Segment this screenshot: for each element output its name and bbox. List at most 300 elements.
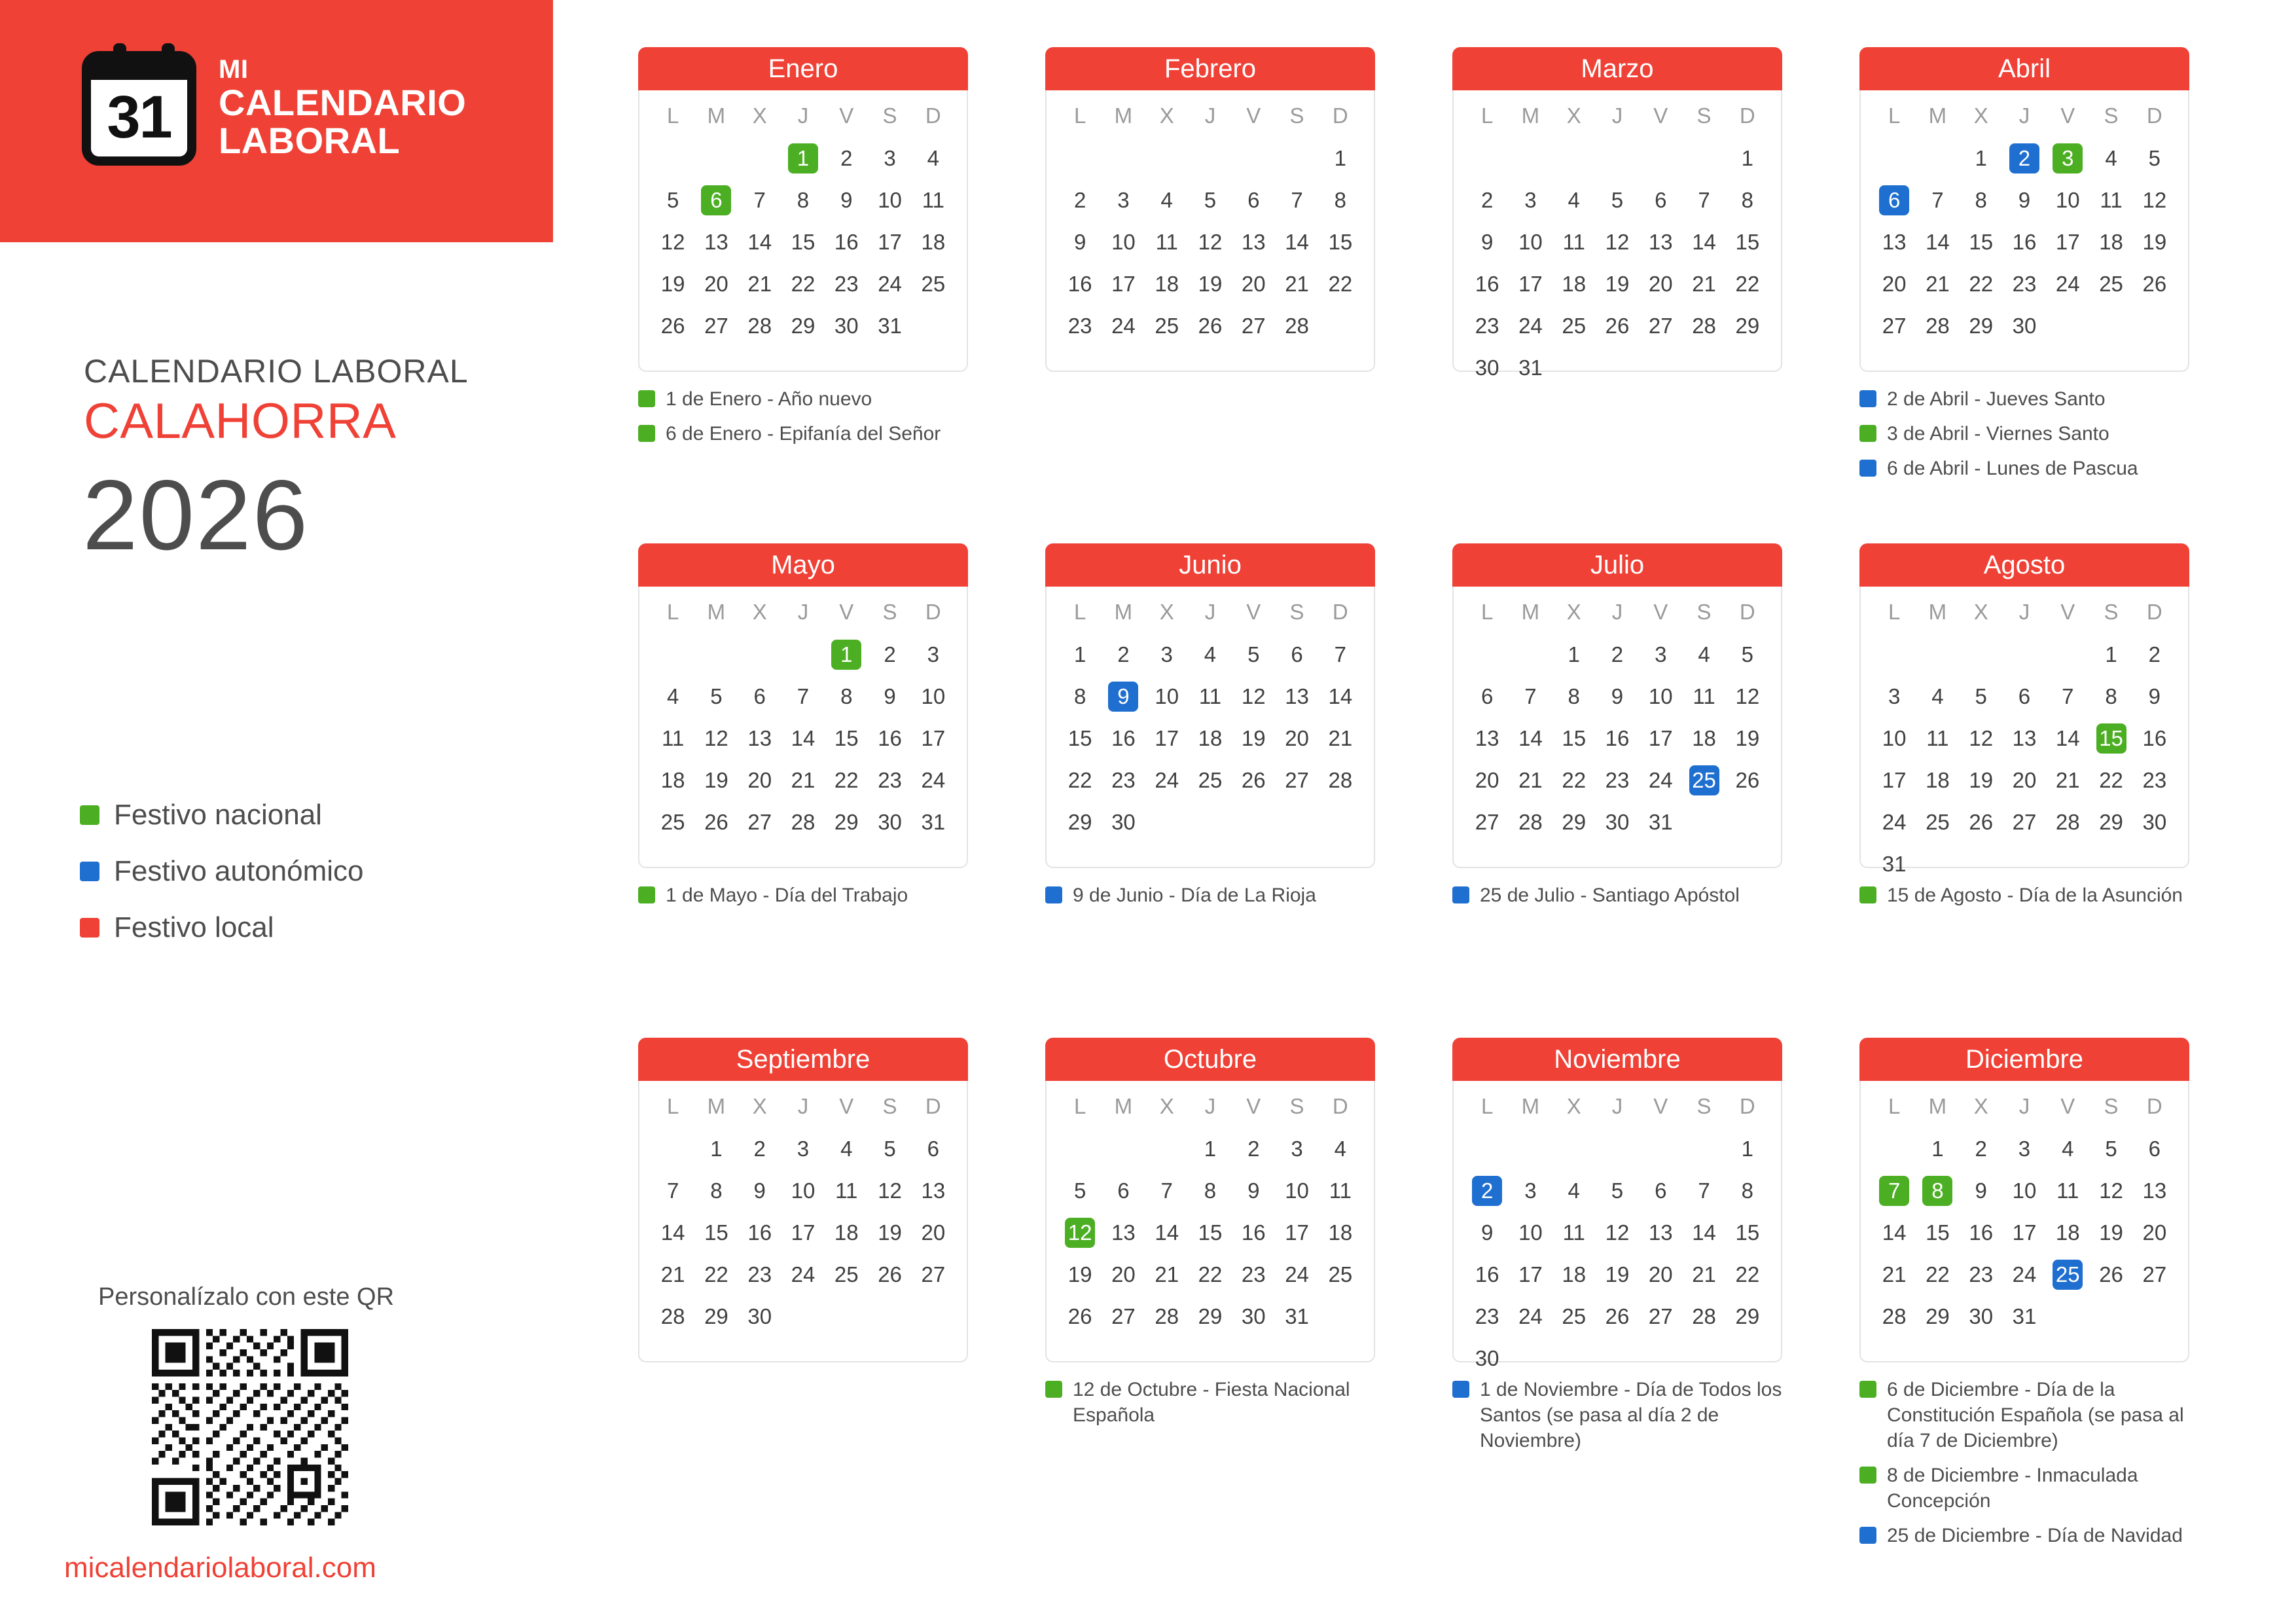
day-cell[interactable] xyxy=(1275,634,1318,676)
day-cell[interactable] xyxy=(1058,676,1102,718)
day-cell[interactable] xyxy=(1916,1296,1959,1338)
day-cell[interactable] xyxy=(1319,263,1362,305)
day-cell[interactable] xyxy=(1552,718,1596,759)
day-cell[interactable] xyxy=(1275,221,1318,263)
day-cell-holiday[interactable] xyxy=(1916,1170,1959,1212)
day-cell[interactable] xyxy=(1145,718,1189,759)
day-cell[interactable] xyxy=(2089,1170,2132,1212)
day-cell[interactable] xyxy=(651,1296,694,1338)
day-cell[interactable] xyxy=(1058,1170,1102,1212)
day-cell[interactable] xyxy=(2046,1128,2089,1170)
day-cell[interactable] xyxy=(1102,801,1145,843)
day-cell-holiday[interactable] xyxy=(2003,137,2046,179)
day-cell[interactable] xyxy=(825,179,868,221)
day-cell[interactable] xyxy=(1960,801,2003,843)
day-cell[interactable] xyxy=(1873,305,1916,347)
day-cell[interactable] xyxy=(1596,179,1639,221)
day-cell[interactable] xyxy=(1102,1170,1145,1212)
day-cell[interactable] xyxy=(1596,1212,1639,1254)
day-cell[interactable] xyxy=(1509,221,1552,263)
day-cell[interactable] xyxy=(1058,1296,1102,1338)
day-cell[interactable] xyxy=(825,1212,868,1254)
day-cell[interactable] xyxy=(1319,676,1362,718)
day-cell[interactable] xyxy=(1465,347,1509,389)
day-cell[interactable] xyxy=(2003,179,2046,221)
day-cell[interactable] xyxy=(1465,221,1509,263)
day-cell[interactable] xyxy=(825,1254,868,1296)
day-cell[interactable] xyxy=(1726,1296,1769,1338)
day-cell[interactable] xyxy=(1102,759,1145,801)
day-cell[interactable] xyxy=(651,1212,694,1254)
day-cell[interactable] xyxy=(1509,305,1552,347)
day-cell[interactable] xyxy=(2089,137,2132,179)
day-cell[interactable] xyxy=(1319,221,1362,263)
day-cell[interactable] xyxy=(1319,179,1362,221)
day-cell[interactable] xyxy=(1465,1296,1509,1338)
day-cell[interactable] xyxy=(1058,179,1102,221)
day-cell[interactable] xyxy=(2133,263,2176,305)
day-cell[interactable] xyxy=(2133,718,2176,759)
day-cell-holiday[interactable] xyxy=(1873,1170,1916,1212)
day-cell[interactable] xyxy=(1960,676,2003,718)
day-cell[interactable] xyxy=(825,759,868,801)
day-cell[interactable] xyxy=(1232,676,1275,718)
day-cell[interactable] xyxy=(1102,263,1145,305)
day-cell[interactable] xyxy=(912,759,955,801)
day-cell[interactable] xyxy=(2046,759,2089,801)
day-cell[interactable] xyxy=(1509,1212,1552,1254)
day-cell[interactable] xyxy=(1465,1254,1509,1296)
day-cell[interactable] xyxy=(1102,305,1145,347)
day-cell[interactable] xyxy=(1596,305,1639,347)
day-cell[interactable] xyxy=(1639,305,1682,347)
day-cell[interactable] xyxy=(825,137,868,179)
day-cell[interactable] xyxy=(1873,1212,1916,1254)
day-cell[interactable] xyxy=(912,1254,955,1296)
day-cell[interactable] xyxy=(2003,1254,2046,1296)
day-cell[interactable] xyxy=(1726,221,1769,263)
day-cell[interactable] xyxy=(2046,263,2089,305)
day-cell[interactable] xyxy=(2089,1128,2132,1170)
day-cell[interactable] xyxy=(1873,759,1916,801)
day-cell[interactable] xyxy=(825,221,868,263)
day-cell[interactable] xyxy=(2003,305,2046,347)
day-cell[interactable] xyxy=(912,137,955,179)
day-cell[interactable] xyxy=(1682,305,1725,347)
day-cell[interactable] xyxy=(1552,1212,1596,1254)
day-cell[interactable] xyxy=(1552,801,1596,843)
day-cell[interactable] xyxy=(1916,1128,1959,1170)
day-cell[interactable] xyxy=(2089,221,2132,263)
day-cell[interactable] xyxy=(1275,718,1318,759)
day-cell[interactable] xyxy=(651,718,694,759)
day-cell[interactable] xyxy=(2003,1296,2046,1338)
day-cell[interactable] xyxy=(1102,634,1145,676)
day-cell[interactable] xyxy=(1596,634,1639,676)
day-cell[interactable] xyxy=(694,676,738,718)
day-cell[interactable] xyxy=(1509,676,1552,718)
day-cell[interactable] xyxy=(2133,1212,2176,1254)
day-cell[interactable] xyxy=(1552,1254,1596,1296)
day-cell[interactable] xyxy=(1960,179,2003,221)
day-cell[interactable] xyxy=(1873,843,1916,885)
day-cell[interactable] xyxy=(1509,1254,1552,1296)
day-cell[interactable] xyxy=(1639,718,1682,759)
day-cell[interactable] xyxy=(1145,759,1189,801)
day-cell[interactable] xyxy=(2003,1212,2046,1254)
day-cell[interactable] xyxy=(2133,179,2176,221)
day-cell[interactable] xyxy=(694,1254,738,1296)
day-cell[interactable] xyxy=(1145,676,1189,718)
day-cell[interactable] xyxy=(1189,305,1232,347)
day-cell[interactable] xyxy=(1145,179,1189,221)
day-cell[interactable] xyxy=(1232,305,1275,347)
day-cell[interactable] xyxy=(2003,759,2046,801)
day-cell[interactable] xyxy=(1275,179,1318,221)
day-cell[interactable] xyxy=(1275,1254,1318,1296)
day-cell[interactable] xyxy=(1916,179,1959,221)
day-cell[interactable] xyxy=(651,1254,694,1296)
day-cell[interactable] xyxy=(1960,137,2003,179)
day-cell[interactable] xyxy=(1639,676,1682,718)
day-cell[interactable] xyxy=(1682,1254,1725,1296)
day-cell[interactable] xyxy=(1275,263,1318,305)
day-cell[interactable] xyxy=(2003,1170,2046,1212)
day-cell[interactable] xyxy=(1058,221,1102,263)
day-cell[interactable] xyxy=(738,676,781,718)
day-cell[interactable] xyxy=(1960,1128,2003,1170)
day-cell[interactable] xyxy=(1145,634,1189,676)
day-cell[interactable] xyxy=(2133,1128,2176,1170)
day-cell[interactable] xyxy=(868,634,911,676)
day-cell[interactable] xyxy=(1465,759,1509,801)
day-cell[interactable] xyxy=(781,718,825,759)
day-cell[interactable] xyxy=(1189,759,1232,801)
day-cell[interactable] xyxy=(1726,263,1769,305)
day-cell[interactable] xyxy=(2003,676,2046,718)
day-cell[interactable] xyxy=(694,263,738,305)
day-cell[interactable] xyxy=(1509,1170,1552,1212)
day-cell[interactable] xyxy=(651,1170,694,1212)
day-cell[interactable] xyxy=(1319,1128,1362,1170)
day-cell[interactable] xyxy=(1726,676,1769,718)
day-cell[interactable] xyxy=(1232,1296,1275,1338)
day-cell[interactable] xyxy=(1873,676,1916,718)
day-cell[interactable] xyxy=(1960,759,2003,801)
day-cell[interactable] xyxy=(1319,718,1362,759)
day-cell[interactable] xyxy=(738,1212,781,1254)
day-cell[interactable] xyxy=(1189,263,1232,305)
day-cell[interactable] xyxy=(1189,1254,1232,1296)
day-cell-holiday[interactable] xyxy=(825,634,868,676)
day-cell[interactable] xyxy=(868,1170,911,1212)
day-cell[interactable] xyxy=(1465,1212,1509,1254)
day-cell[interactable] xyxy=(694,1212,738,1254)
day-cell[interactable] xyxy=(1596,221,1639,263)
day-cell-holiday[interactable] xyxy=(1873,179,1916,221)
day-cell[interactable] xyxy=(1639,1254,1682,1296)
day-cell[interactable] xyxy=(868,305,911,347)
day-cell[interactable] xyxy=(1726,1128,1769,1170)
day-cell[interactable] xyxy=(1682,221,1725,263)
day-cell[interactable] xyxy=(1726,179,1769,221)
day-cell[interactable] xyxy=(1960,718,2003,759)
day-cell[interactable] xyxy=(1639,1170,1682,1212)
day-cell[interactable] xyxy=(1232,1254,1275,1296)
day-cell[interactable] xyxy=(2003,718,2046,759)
day-cell[interactable] xyxy=(2003,221,2046,263)
day-cell[interactable] xyxy=(2003,263,2046,305)
day-cell[interactable] xyxy=(2089,263,2132,305)
day-cell[interactable] xyxy=(1726,1212,1769,1254)
day-cell[interactable] xyxy=(1058,305,1102,347)
day-cell[interactable] xyxy=(1319,1212,1362,1254)
day-cell[interactable] xyxy=(1916,263,1959,305)
day-cell[interactable] xyxy=(1465,1338,1509,1379)
day-cell[interactable] xyxy=(1102,718,1145,759)
day-cell[interactable] xyxy=(738,801,781,843)
day-cell[interactable] xyxy=(1509,179,1552,221)
day-cell[interactable] xyxy=(1682,634,1725,676)
day-cell[interactable] xyxy=(1465,305,1509,347)
day-cell[interactable] xyxy=(1639,179,1682,221)
day-cell[interactable] xyxy=(2133,1254,2176,1296)
day-cell[interactable] xyxy=(694,718,738,759)
day-cell[interactable] xyxy=(781,221,825,263)
day-cell[interactable] xyxy=(1960,1170,2003,1212)
day-cell[interactable] xyxy=(1596,759,1639,801)
day-cell[interactable] xyxy=(1682,263,1725,305)
day-cell[interactable] xyxy=(2089,634,2132,676)
day-cell[interactable] xyxy=(1639,1212,1682,1254)
day-cell[interactable] xyxy=(1873,1296,1916,1338)
day-cell[interactable] xyxy=(738,1254,781,1296)
day-cell[interactable] xyxy=(1726,1254,1769,1296)
qr-code[interactable] xyxy=(152,1329,348,1525)
day-cell[interactable] xyxy=(1639,263,1682,305)
day-cell[interactable] xyxy=(1275,759,1318,801)
day-cell[interactable] xyxy=(738,718,781,759)
day-cell[interactable] xyxy=(1232,179,1275,221)
day-cell[interactable] xyxy=(1726,137,1769,179)
day-cell[interactable] xyxy=(2133,801,2176,843)
day-cell[interactable] xyxy=(738,179,781,221)
day-cell[interactable] xyxy=(1189,634,1232,676)
day-cell-holiday[interactable] xyxy=(694,179,738,221)
day-cell[interactable] xyxy=(1145,1296,1189,1338)
day-cell[interactable] xyxy=(2133,137,2176,179)
day-cell[interactable] xyxy=(1916,676,1959,718)
day-cell[interactable] xyxy=(2046,718,2089,759)
day-cell[interactable] xyxy=(1916,1254,1959,1296)
day-cell[interactable] xyxy=(1102,1254,1145,1296)
day-cell[interactable] xyxy=(781,676,825,718)
day-cell[interactable] xyxy=(1058,1254,1102,1296)
day-cell[interactable] xyxy=(2133,759,2176,801)
day-cell[interactable] xyxy=(1509,347,1552,389)
day-cell[interactable] xyxy=(1189,1212,1232,1254)
day-cell[interactable] xyxy=(1552,676,1596,718)
day-cell[interactable] xyxy=(1189,718,1232,759)
day-cell[interactable] xyxy=(2089,759,2132,801)
day-cell[interactable] xyxy=(825,1128,868,1170)
day-cell-holiday[interactable] xyxy=(2046,137,2089,179)
day-cell[interactable] xyxy=(1319,137,1362,179)
day-cell[interactable] xyxy=(1102,1296,1145,1338)
day-cell[interactable] xyxy=(1552,221,1596,263)
day-cell[interactable] xyxy=(781,801,825,843)
day-cell[interactable] xyxy=(1552,1296,1596,1338)
day-cell-holiday[interactable] xyxy=(1058,1212,1102,1254)
day-cell[interactable] xyxy=(1232,718,1275,759)
day-cell[interactable] xyxy=(694,305,738,347)
day-cell[interactable] xyxy=(1682,676,1725,718)
day-cell[interactable] xyxy=(2046,801,2089,843)
day-cell[interactable] xyxy=(1189,179,1232,221)
day-cell[interactable] xyxy=(1509,718,1552,759)
day-cell[interactable] xyxy=(912,263,955,305)
day-cell[interactable] xyxy=(651,801,694,843)
day-cell[interactable] xyxy=(1465,179,1509,221)
day-cell[interactable] xyxy=(1682,718,1725,759)
day-cell[interactable] xyxy=(781,263,825,305)
day-cell[interactable] xyxy=(1189,221,1232,263)
day-cell-holiday[interactable] xyxy=(781,137,825,179)
day-cell[interactable] xyxy=(1552,759,1596,801)
day-cell[interactable] xyxy=(912,179,955,221)
day-cell[interactable] xyxy=(2133,221,2176,263)
day-cell[interactable] xyxy=(1639,1296,1682,1338)
day-cell[interactable] xyxy=(1639,221,1682,263)
day-cell[interactable] xyxy=(2089,1212,2132,1254)
day-cell[interactable] xyxy=(738,1128,781,1170)
day-cell[interactable] xyxy=(1509,263,1552,305)
day-cell[interactable] xyxy=(781,179,825,221)
day-cell[interactable] xyxy=(738,759,781,801)
day-cell[interactable] xyxy=(868,1128,911,1170)
day-cell[interactable] xyxy=(781,1170,825,1212)
day-cell[interactable] xyxy=(694,759,738,801)
day-cell[interactable] xyxy=(651,263,694,305)
day-cell[interactable] xyxy=(2089,179,2132,221)
day-cell[interactable] xyxy=(1319,759,1362,801)
day-cell[interactable] xyxy=(781,1128,825,1170)
day-cell[interactable] xyxy=(1639,801,1682,843)
day-cell[interactable] xyxy=(1960,305,2003,347)
day-cell[interactable] xyxy=(1232,759,1275,801)
day-cell[interactable] xyxy=(1916,221,1959,263)
day-cell[interactable] xyxy=(1596,676,1639,718)
day-cell[interactable] xyxy=(651,305,694,347)
day-cell[interactable] xyxy=(1639,759,1682,801)
day-cell[interactable] xyxy=(738,1170,781,1212)
day-cell[interactable] xyxy=(738,305,781,347)
day-cell[interactable] xyxy=(2046,221,2089,263)
day-cell[interactable] xyxy=(868,1212,911,1254)
day-cell[interactable] xyxy=(1145,1212,1189,1254)
day-cell[interactable] xyxy=(2046,676,2089,718)
day-cell[interactable] xyxy=(912,718,955,759)
day-cell[interactable] xyxy=(651,676,694,718)
day-cell[interactable] xyxy=(694,1128,738,1170)
day-cell[interactable] xyxy=(2003,1128,2046,1170)
day-cell[interactable] xyxy=(1596,1296,1639,1338)
day-cell[interactable] xyxy=(1509,1296,1552,1338)
day-cell[interactable] xyxy=(868,676,911,718)
day-cell-holiday[interactable] xyxy=(1465,1170,1509,1212)
day-cell[interactable] xyxy=(1465,676,1509,718)
day-cell[interactable] xyxy=(1275,1128,1318,1170)
day-cell[interactable] xyxy=(1552,263,1596,305)
day-cell[interactable] xyxy=(2133,676,2176,718)
day-cell[interactable] xyxy=(1726,305,1769,347)
day-cell[interactable] xyxy=(1275,1212,1318,1254)
day-cell[interactable] xyxy=(651,759,694,801)
day-cell[interactable] xyxy=(1058,634,1102,676)
day-cell[interactable] xyxy=(1232,1212,1275,1254)
day-cell[interactable] xyxy=(1726,759,1769,801)
day-cell[interactable] xyxy=(912,1170,955,1212)
day-cell[interactable] xyxy=(1726,718,1769,759)
day-cell[interactable] xyxy=(651,221,694,263)
day-cell[interactable] xyxy=(868,1254,911,1296)
day-cell[interactable] xyxy=(1960,1254,2003,1296)
day-cell[interactable] xyxy=(1465,801,1509,843)
day-cell[interactable] xyxy=(1639,634,1682,676)
day-cell[interactable] xyxy=(738,263,781,305)
day-cell[interactable] xyxy=(1145,221,1189,263)
day-cell[interactable] xyxy=(1682,179,1725,221)
day-cell[interactable] xyxy=(1873,221,1916,263)
day-cell[interactable] xyxy=(1596,263,1639,305)
day-cell[interactable] xyxy=(1682,1296,1725,1338)
day-cell[interactable] xyxy=(781,1212,825,1254)
day-cell[interactable] xyxy=(1058,718,1102,759)
day-cell[interactable] xyxy=(1873,801,1916,843)
day-cell[interactable] xyxy=(2133,1170,2176,1212)
day-cell[interactable] xyxy=(1189,1128,1232,1170)
day-cell[interactable] xyxy=(1726,1170,1769,1212)
day-cell-holiday[interactable] xyxy=(2046,1254,2089,1296)
day-cell[interactable] xyxy=(1232,1170,1275,1212)
day-cell[interactable] xyxy=(1102,179,1145,221)
day-cell[interactable] xyxy=(1960,1296,2003,1338)
day-cell[interactable] xyxy=(2089,1254,2132,1296)
day-cell[interactable] xyxy=(1726,634,1769,676)
day-cell-holiday[interactable] xyxy=(1102,676,1145,718)
day-cell[interactable] xyxy=(1189,1170,1232,1212)
day-cell[interactable] xyxy=(825,1170,868,1212)
day-cell[interactable] xyxy=(1916,759,1959,801)
day-cell[interactable] xyxy=(1960,1212,2003,1254)
day-cell[interactable] xyxy=(825,801,868,843)
day-cell[interactable] xyxy=(868,263,911,305)
day-cell[interactable] xyxy=(1873,263,1916,305)
day-cell[interactable] xyxy=(868,179,911,221)
day-cell[interactable] xyxy=(2046,1170,2089,1212)
day-cell[interactable] xyxy=(781,305,825,347)
day-cell[interactable] xyxy=(1275,305,1318,347)
day-cell[interactable] xyxy=(1596,801,1639,843)
day-cell[interactable] xyxy=(868,718,911,759)
day-cell[interactable] xyxy=(868,801,911,843)
day-cell[interactable] xyxy=(1058,759,1102,801)
day-cell[interactable] xyxy=(2003,801,2046,843)
day-cell[interactable] xyxy=(1509,759,1552,801)
day-cell[interactable] xyxy=(651,179,694,221)
day-cell[interactable] xyxy=(694,801,738,843)
day-cell[interactable] xyxy=(1465,263,1509,305)
